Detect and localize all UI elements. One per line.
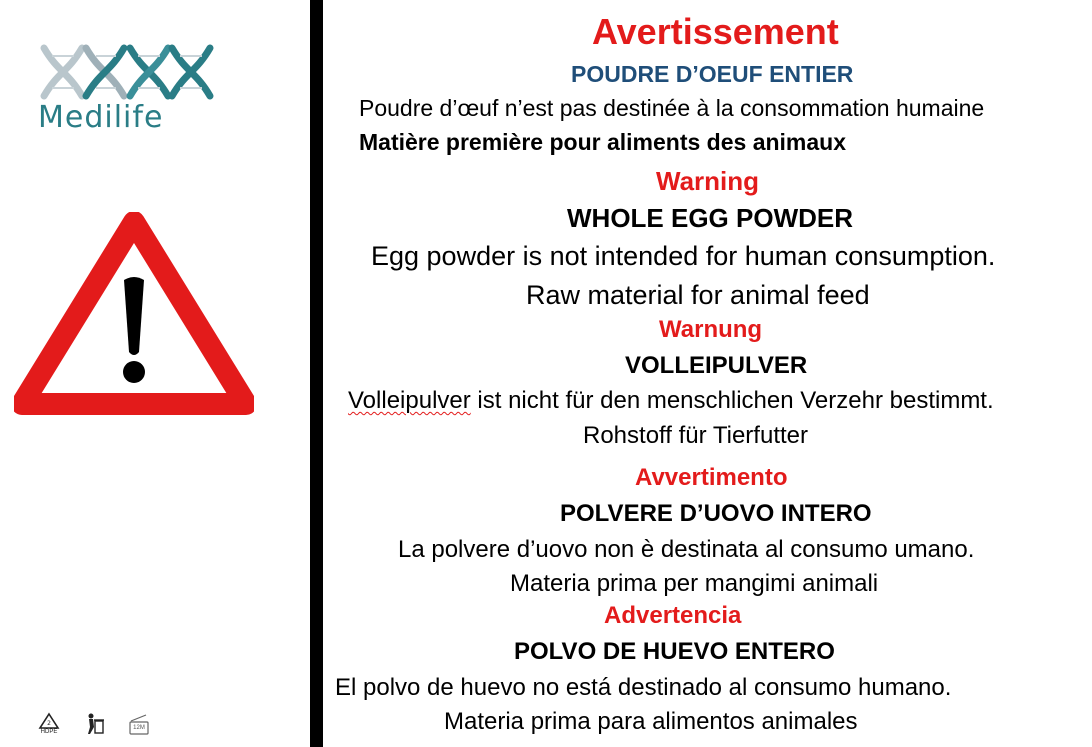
recycle-code: HDPE xyxy=(40,729,58,735)
en-line1: Egg powder is not intended for human consumption. xyxy=(371,241,996,271)
left-panel xyxy=(0,0,310,747)
brand-name: Medilife xyxy=(38,100,164,135)
vertical-divider xyxy=(310,0,323,747)
es-heading: Advertencia xyxy=(604,602,742,629)
es-line2: Materia prima para alimentos animales xyxy=(444,708,858,735)
pao-jar-icon xyxy=(128,712,150,736)
it-line2: Materia prima per mangimi animali xyxy=(510,570,879,597)
warning-content xyxy=(323,0,1092,747)
fr-line1: Poudre d’œuf n’est pas destinée à la consommation humaine xyxy=(359,95,985,121)
recycle-hdpe-icon xyxy=(38,712,60,736)
es-line1: El polvo de huevo no está destinado al consumo humano. xyxy=(335,674,952,701)
en-line2: Raw material for animal feed xyxy=(526,280,870,310)
en-product: WHOLE EGG POWDER xyxy=(567,203,853,233)
en-heading: Warning xyxy=(656,166,760,196)
pao-label: 12M xyxy=(133,725,145,731)
it-line1: La polvere d’uovo non è destinata al consumo umano. xyxy=(398,536,975,563)
fr-line2: Matière première pour aliments des animaux xyxy=(359,129,847,155)
de-heading: Warnung xyxy=(659,316,763,343)
it-product: POLVERE D’UOVO INTERO xyxy=(560,500,872,527)
fr-product: POUDRE D’OEUF ENTIER xyxy=(571,61,854,87)
es-product: POLVO DE HUEVO ENTERO xyxy=(514,638,835,665)
de-product: VOLLEIPULVER xyxy=(625,352,808,379)
trash-bin-icon xyxy=(84,712,106,736)
de-line1 xyxy=(348,389,994,413)
de-line2: Rohstoff für Tierfutter xyxy=(583,422,808,449)
fr-heading: Avertissement xyxy=(592,11,839,52)
dna-helix-icon xyxy=(38,42,218,102)
warning-triangle-icon xyxy=(14,212,254,416)
medilife-logo xyxy=(38,42,218,134)
svg-text:2: 2 xyxy=(47,720,51,727)
it-heading: Avvertimento xyxy=(635,464,788,491)
de-line1-spellcheck-word: Volleipulver xyxy=(348,387,471,414)
de-line1-rest: ist nicht für den menschlichen Verzehr bestimmt. xyxy=(470,387,994,414)
